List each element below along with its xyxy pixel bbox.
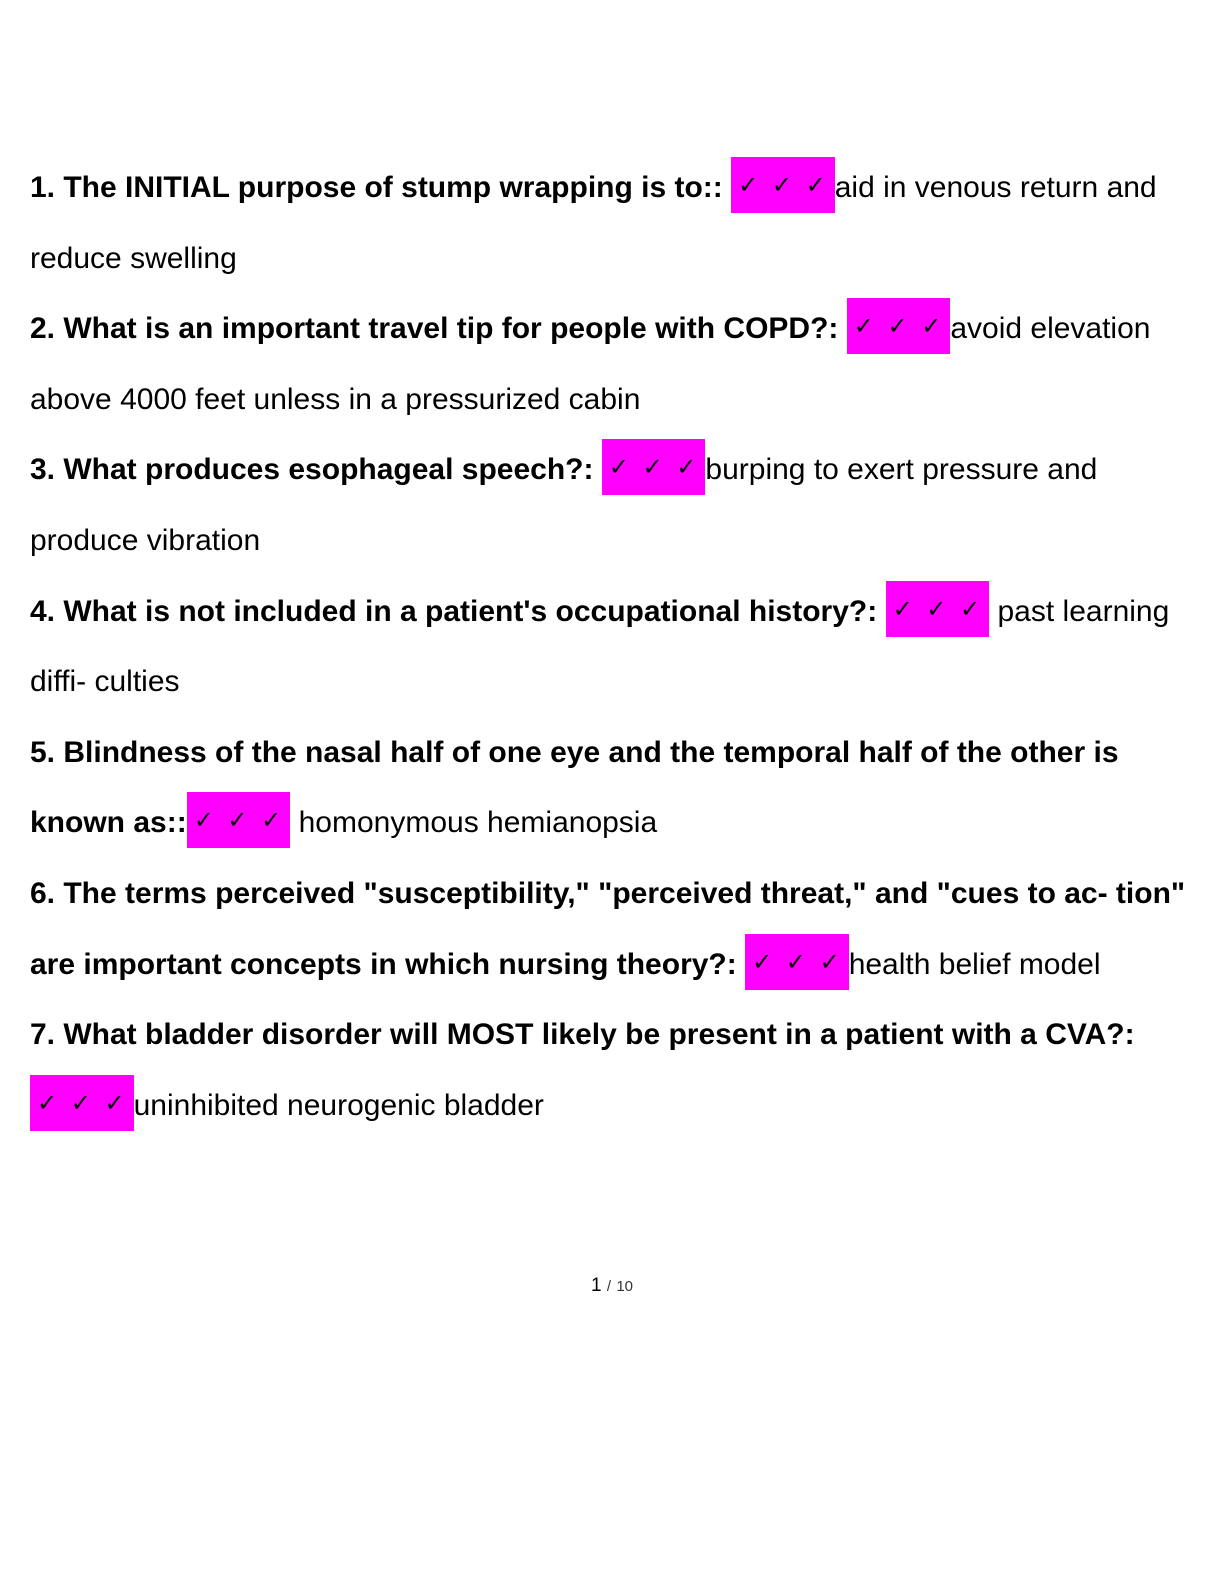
question-text: 1. The INITIAL purpose of stump wrapping is to:: (30, 171, 723, 204)
answer-text: uninhibited neurogenic bladder (133, 1088, 544, 1122)
answer-text: homonymous hemianopsia (298, 806, 658, 840)
question-text: 7. What bladder disorder will MOST likely be present in a patient with a CVA?: (30, 1018, 1135, 1052)
answer-text: health belief model (848, 947, 1101, 981)
question-text: 6. The terms perceived "susceptibility," "perceived threat," and "cues to ac- tion" are important concepts in which nursing theory?: (30, 876, 1186, 981)
checkmark-highlight: ✓ ✓ ✓ (745, 934, 849, 990)
question-text: 4. What is not included in a patient's occupational history?: (30, 594, 878, 628)
answer-text: burping to exert pressure and produce vibration (30, 453, 1098, 557)
checkmark-highlight: ✓ ✓ ✓ (886, 581, 990, 637)
checkmark-highlight: ✓ ✓ ✓ (602, 439, 706, 495)
page-current: 1 (591, 1275, 602, 1296)
page-number (0, 1275, 1224, 1297)
checkmark-highlight: ✓ ✓ ✓ (731, 157, 835, 213)
answer-text: past learning diffi- culties (30, 594, 1170, 699)
question-text: 5. Blindness of the nasal half of one eye and the temporal half of the other is known as:: (30, 735, 1119, 840)
qa-item-4 (30, 577, 1190, 718)
qa-item-7 (30, 1000, 1190, 1141)
page-separator: / (606, 1278, 612, 1295)
qa-item-5 (30, 718, 1190, 859)
question-text: 2. What is an important travel tip for people with COPD?: (30, 312, 839, 346)
checkmark-highlight: ✓ ✓ ✓ (187, 792, 291, 848)
qa-item-6 (30, 859, 1190, 1000)
answer-text: aid in venous return and reduce swelling (30, 171, 1157, 275)
page-total: 10 (616, 1278, 633, 1295)
qa-item-1 (30, 153, 1190, 294)
checkmark-highlight: ✓ ✓ ✓ (847, 298, 951, 354)
checkmark-highlight: ✓ ✓ ✓ (30, 1075, 134, 1131)
question-answer-list (30, 153, 1190, 1141)
question-text: 3. What produces esophageal speech?: (30, 453, 594, 487)
qa-item-3 (30, 435, 1190, 576)
qa-item-2 (30, 294, 1190, 435)
answer-text: avoid elevation above 4000 feet unless in a pressurized cabin (30, 312, 1151, 416)
